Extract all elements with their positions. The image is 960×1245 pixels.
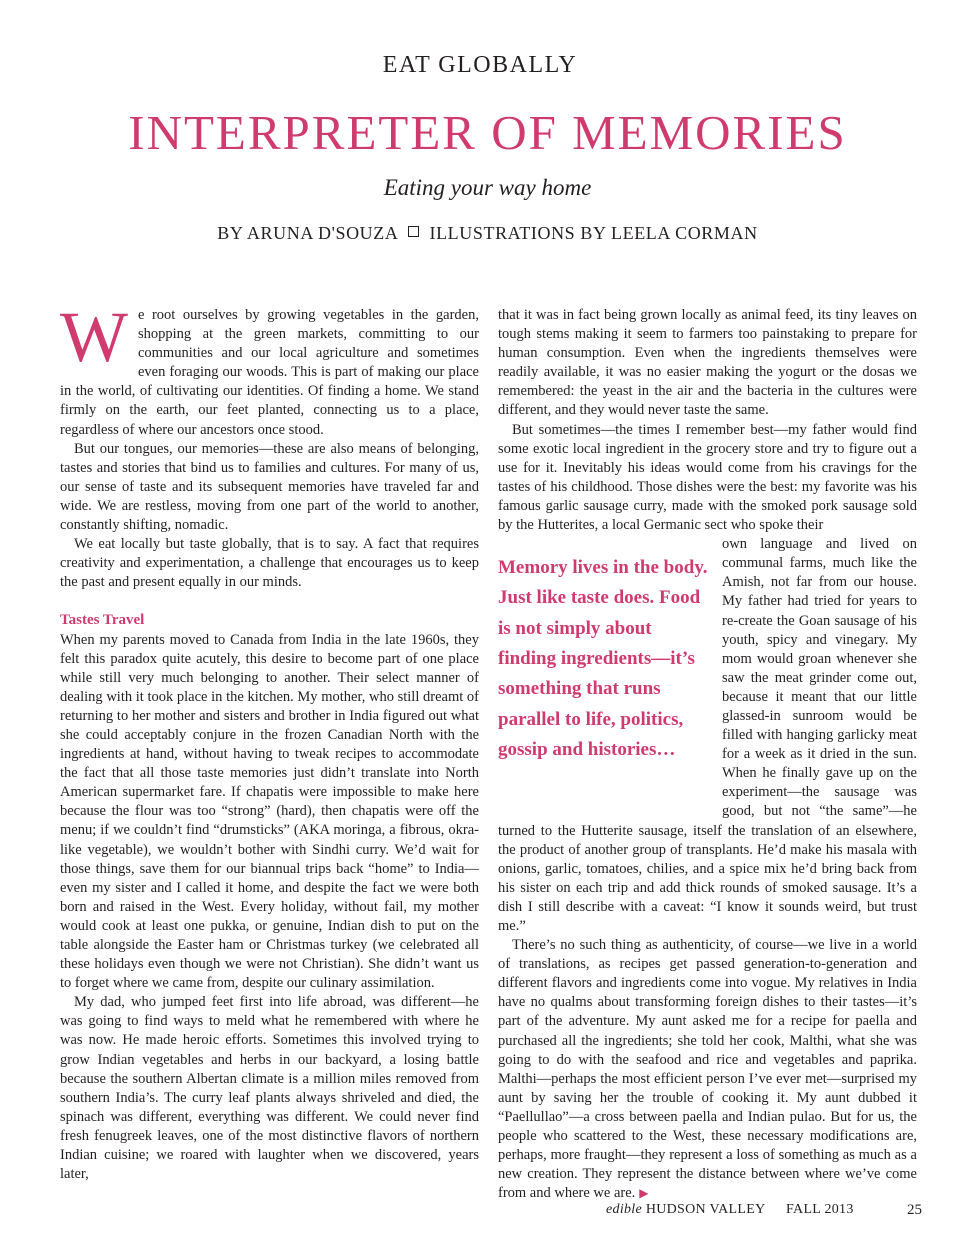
section-heading: Tastes Travel [60, 612, 145, 629]
publication-brand: edible [606, 1202, 643, 1217]
paragraph-text: e root ourselves by growing vegetables in the garden, shopping at the green markets, committing to our communities and our local agriculture and sometimes even foraging our woods. This is part of making our place in the world, of cultivating our identities. Of finding a home. We stand firmly on the earth, our feet planted, connecting us to a place, regardless of where our ancestors once stood. [60, 307, 479, 438]
publication-title: HUDSON VALLEY [645, 1202, 766, 1217]
article-paragraph: own language and lived on communal farms, much like the Amish, not far from our house. My father had tried for years to re-create the Goan sausage of his youth, spicy and vinegary. My mom would groan whenever she saw the meat grinder come out, because it meant that our little glassed-in sunroom would be filled with hanging garlicky meat for a week as it dried in the sun. When he finally gave up on the experiment—the sausage was good, but not “the same”—he turned to the Hutterite sausage, itself the translation of an elsewhere, the product of another group of transplants. He’d make his masala with onions, garlic, tomatoes, chilies, and a spice mix he’d bring back from his sister on each trip and add thick rounds of smoked sausage. It’s a dish I still describe with a caveat: “I know it sounds weird, but trust me.” [498, 536, 917, 934]
article-paragraph: When my parents moved to Canada from India in the late 1960s, they felt this paradox quite acutely, this desire to become part of one place while still very much belonging to another. Their select manner of dealing with it took place in the kitchen. My mother, who still dreamt of returning to her mother and sisters and brother in India figured out what she could acceptably conjure in the frozen Canadian North with the ingredients at hand, without having to tweak recipes to accommodate the fact that all those taste memories just didn’t translate into North American supermarket fare. If chapatis were impossible to make here because the flour was too “strong” (hard), then chapatis were off the menu; if we couldn’t find “drumsticks” (AKA moringa, a fibrous, okra-like vegetable), we wouldn’t bother with Sindhi curry. We’d wait for those things, save them for our biannual trips back “home” to India—even my sister and I called it home, and despite the fact we were both born and raised in the West. Every holiday, without fail, my mother would cook at least one pukka, or genuine, Indian dish to put on the table alongside the Easter ham or Christmas turkey (we celebrated all these holidays even though we were not Christian). She didn’t want us to forget where we came from, despite our culinary assimilation. [60, 631, 479, 992]
publication-name [606, 1202, 766, 1218]
separator-square-icon [408, 226, 419, 237]
paragraph-text: There’s no such thing as authenticity, of course—we live in a world of translations, as recipes get passed generation-to-generation and different flavors and ingredients come into vogue. My relatives in India have no qualms about transforming foreign dishes to their tastes—it’s part of the adventure. My aunt asked me for a recipe for paella and purchased all the ingredients; she told her cook, Malthi, what she was going to do with the seafood and rice and vegetables and paprika. Malthi—perhaps the most efficient person I’ve ever met—surprised my aunt by saving her the trouble of cooking it. My aunt dubbed it “Paellullao”—a cross between paella and Indian pulao. But for us, the people who scattered to the West, these necessary modifications are, perhaps, more fraught—they represent a loss of something as much as a new creation. They represent the distance between where we’ve come from and where we are. [498, 937, 917, 1202]
section-kicker: EAT GLOBALLY [382, 52, 578, 78]
page-footer [606, 1202, 922, 1222]
byline-illustrator: ILLUSTRATIONS BY LEELA CORMAN [429, 223, 758, 243]
issue-date: FALL 2013 [786, 1202, 854, 1217]
right-triangle-icon: ▶ [639, 1186, 649, 1201]
byline-author: BY ARUNA D'SOUZA [217, 223, 399, 243]
article-column-right [498, 306, 917, 1203]
drop-cap: W [60, 297, 128, 377]
article-paragraph: But our tongues, our memories—these are also means of belonging, tastes and stories that bind us to families and cultures. For many of us, our sense of taste and its subsequent memories have traveled far and wide. We are restless, moving from one part of the world to another, constantly shifting, nomadic. [60, 440, 479, 534]
article-paragraph: My dad, who jumped feet first into life abroad, was different—he was going to find ways to meld what he remembered with where he was now. He made heroic efforts. Sometimes this involved trying to grow Indian vegetables and herbs in our backyard, a losing battle because the southern Albertan climate is a million miles removed from southern India’s. The curry leaf plants always shriveled and died, the spinach was different, everything was different. We could never find fresh fenugreek leaves, one of the most distinctive flavors of northern Indian cuisine; we roared with laughter when we discovered, years later, [60, 994, 479, 1183]
article-paragraph: But sometimes—the times I remember best—my father would find some exotic local ingredient in the grocery store and try to figure out a use for it. Inevitably his ideas would come from his cravings for the tastes of his childhood. Those dishes were the best: my favorite was his famous garlic sausage curry, made with the smoked pork sausage sold by the Hutterites, a local Germanic sect who spoke their [498, 421, 917, 534]
article-paragraph: that it was in fact being grown locally as animal feed, its tiny leaves on tough stems making it seem to farmers too painstaking to prepare for human consumption. Even when the ingredients themselves were readily available, it was no easier making the yogurt or the dosas we remembered: the yeast in the air and the bacteria in the cultures were different, and they would never taste the same. [498, 307, 917, 419]
article-title: INTERPRETER OF MEMORIES [128, 105, 847, 160]
article-subtitle: Eating your way home [383, 175, 592, 200]
pull-quote: Memory lives in the body. Just like taste does. Food is not simply about finding ingredients—it’s something that runs parallel to life, politics, gossip and histories… [498, 557, 708, 760]
page-number: 25 [907, 1202, 922, 1218]
byline [0, 223, 960, 244]
article-column-left [60, 297, 479, 1184]
article-paragraph: We eat locally but taste globally, that is to say. A fact that requires creativity and experimentation, a challenge that encourages us to keep the past and present equally in our minds. [60, 536, 479, 591]
article-paragraph [498, 936, 917, 1203]
article-paragraph [60, 297, 479, 440]
